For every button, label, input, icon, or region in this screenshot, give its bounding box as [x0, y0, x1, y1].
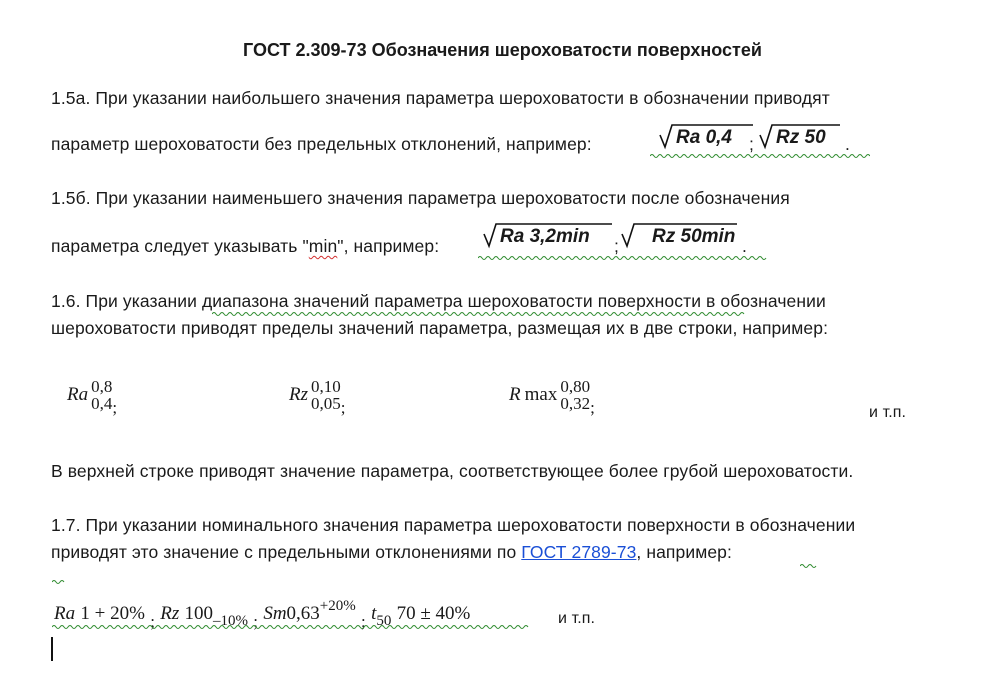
formula-sm-sup: +20%	[319, 598, 356, 614]
grammar-wave-small	[52, 579, 66, 585]
range-rz-name: Rz	[289, 384, 308, 405]
para-15b-text-a: параметра следует указывать "	[51, 236, 309, 256]
range-rmax-bottom: 0,32	[560, 394, 591, 413]
range-rmax-max: max	[524, 384, 558, 405]
para-17-text-a: приводят это значение с предельными отклонениями по	[51, 542, 517, 562]
grammar-wave-15b	[478, 255, 768, 261]
formula-ra-value: 1 + 20%	[80, 603, 145, 624]
formula-sm-name: Sm	[263, 603, 287, 624]
separator: ;	[112, 398, 118, 418]
range-rmax-name: R	[509, 384, 521, 405]
period: .	[845, 134, 850, 154]
formula-sm-value: 0,63	[286, 603, 320, 624]
separator: ;	[340, 398, 346, 418]
range-rmax-top: 0,80	[560, 377, 591, 396]
range-ra-bottom: 0,4	[91, 394, 113, 413]
para-15b-text-b: ", например:	[337, 236, 440, 256]
formula-t-name: t	[371, 603, 377, 624]
separator: ;	[150, 612, 155, 631]
formula-rz-name: Rz	[160, 603, 180, 624]
separator: ;	[614, 236, 619, 256]
roughness-rz-50: Rz 50	[776, 127, 826, 148]
formula-t-sub: 50	[376, 613, 392, 629]
para-17-line2	[51, 542, 732, 563]
gost-2789-link[interactable]: ГОСТ 2789-73	[521, 542, 637, 562]
para-15a-line1: 1.5а. При указании наибольшего значения параметра шероховатости в обозначении приводят	[51, 88, 830, 108]
range-ra-top: 0,8	[91, 377, 113, 396]
para-17-text-b: , например:	[636, 542, 732, 562]
formula-t-value: 70 ± 40%	[396, 603, 471, 624]
range-rz-top: 0,10	[311, 377, 341, 396]
etc-17: и т.п.	[558, 610, 596, 627]
para-15b-line1: 1.5б. При указании наименьшего значения параметра шероховатости после обозначения	[51, 188, 790, 208]
range-rz	[289, 378, 345, 418]
roughness-rz-50min: Rz 50min	[652, 226, 736, 247]
formula-rz-value: 100	[184, 603, 214, 624]
text-cursor	[51, 637, 53, 661]
para-15a-text: параметр шероховатости без предельных отклонений, например:	[51, 134, 592, 154]
grammar-wave-15a	[650, 153, 870, 159]
range-ra	[67, 378, 117, 418]
para-15a-line2	[51, 134, 592, 155]
separator: ;	[253, 612, 259, 631]
separator: ;	[590, 398, 595, 418]
formula-ra-name: Ra	[54, 603, 76, 624]
period: .	[742, 236, 747, 256]
para-16-line2: шероховатости приводят пределы значений параметра, размещая их в две строки, например:	[51, 318, 829, 338]
grammar-wave-small-2	[800, 563, 820, 569]
page-title: ГОСТ 2.309-73 Обозначения шероховатости поверхностей	[243, 40, 762, 60]
separator: ;	[749, 134, 754, 154]
roughness-ra-04: Ra 0,4	[676, 127, 732, 148]
separator: ;	[361, 612, 366, 631]
para-16-note: В верхней строке приводят значение параметра, соответствующее более грубой шероховатости.	[51, 461, 854, 481]
grammar-wave-16	[212, 311, 772, 317]
para-16-line1: 1.6. При указании диапазона значений параметра шероховатости поверхности в обозначении	[51, 291, 826, 311]
range-rz-bottom: 0,05	[311, 394, 341, 413]
etc-16: и т.п.	[869, 404, 907, 421]
range-ra-name: Ra	[67, 384, 89, 405]
range-rmax	[509, 378, 595, 418]
para-17-line1: 1.7. При указании номинального значения параметра шероховатости поверхности в обозначении	[51, 515, 856, 535]
para-15b-line2	[51, 236, 439, 257]
formula-rz-sub: –10%	[213, 613, 249, 629]
min-word: min	[308, 236, 338, 256]
grammar-wave-17	[52, 624, 558, 630]
roughness-ra-32min: Ra 3,2min	[500, 226, 590, 247]
